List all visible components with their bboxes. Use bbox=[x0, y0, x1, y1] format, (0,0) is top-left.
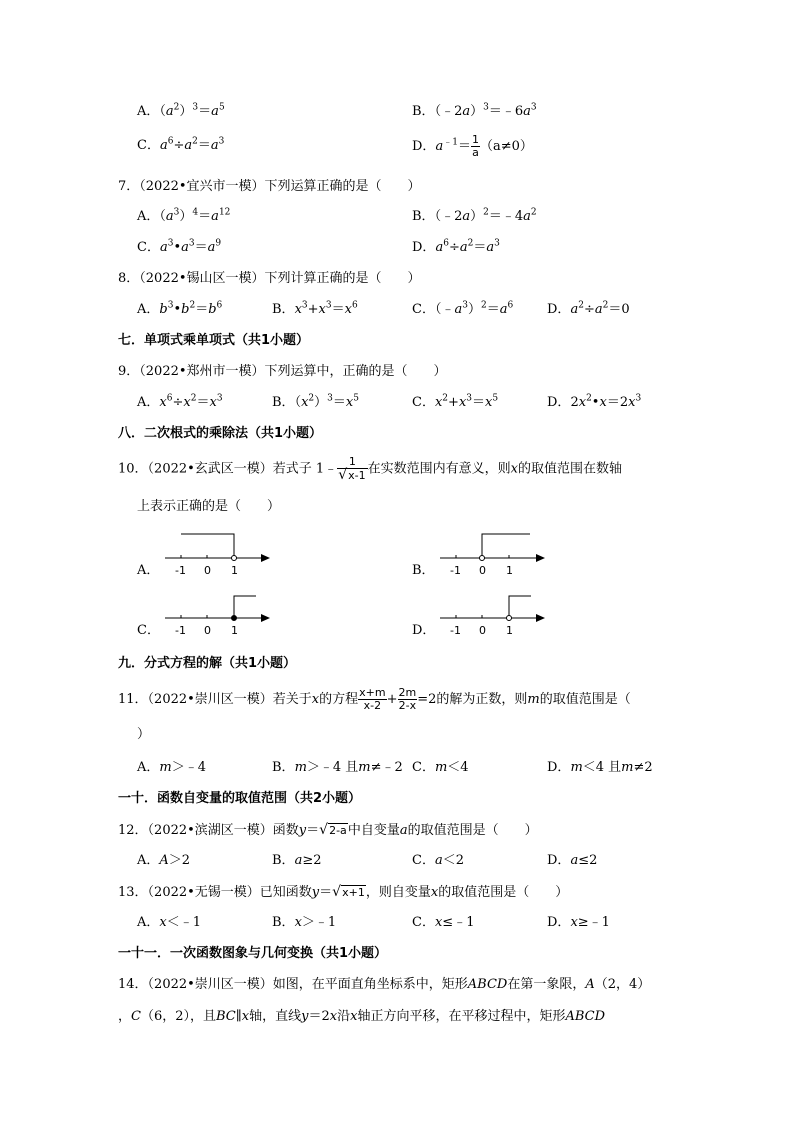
q12-option-c: C．a＜2 bbox=[412, 853, 464, 868]
q10-stem: 10．（2022•玄武区一模）若式子 1﹣ $\frac{1}{√x-1}$ 在实数范围内有意义，则x的取值范围在数轴 bbox=[118, 455, 622, 483]
q8-option-d: D．$a^2\div a^2=0$ bbox=[547, 300, 630, 317]
q8-stem: 8．（2022•锡山区一模）下列计算正确的是（ ） bbox=[118, 271, 421, 286]
svg-text:0: 0 bbox=[204, 624, 211, 637]
q13-option-a: A．x＜﹣1 bbox=[137, 915, 202, 930]
q10-number-line-d bbox=[435, 588, 555, 638]
q13-option-b: B．x＞﹣1 bbox=[272, 915, 337, 930]
q11-fraction-1: $\frac{x+m}{x-2}$ bbox=[359, 686, 386, 712]
q10-fraction: $\frac{1}{√x-1}$ bbox=[338, 455, 366, 483]
q12-option-b: B．a≥2 bbox=[272, 853, 322, 868]
q7-option-d: D．$a^6\div a^2=a^3$ bbox=[412, 238, 500, 255]
q6-option-d: D．$a^{﹣1}=$ $\frac{1}{a}$ （a≠0） bbox=[412, 133, 533, 159]
svg-text:0: 0 bbox=[204, 564, 211, 577]
svg-text:1: 1 bbox=[231, 624, 238, 637]
q13-stem: 13．（2022•无锡一模）已知函数y＝√x+1，则自变量x的取值范围是（ ） bbox=[118, 884, 569, 900]
q6-option-a: A．$(a^2)^3=a^5$ bbox=[137, 102, 225, 119]
section-heading-8: 八．二次根式的乘除法（共1小题） bbox=[118, 426, 323, 441]
q7-stem: 7．（2022•宜兴市一模）下列运算正确的是（ ） bbox=[118, 179, 421, 194]
svg-text:-1: -1 bbox=[175, 564, 186, 577]
q7-option-a: A．$(a^3)^4=a^{12}$ bbox=[137, 207, 231, 224]
section-heading-11: 一十一．一次函数图象与几何变换（共1小题） bbox=[118, 946, 388, 961]
section-heading-7: 七．单项式乘单项式（共1小题） bbox=[118, 333, 310, 348]
svg-text:-1: -1 bbox=[450, 624, 461, 637]
svg-text:1: 1 bbox=[231, 564, 238, 577]
q11-stem: 11．（2022•崇川区一模）若关于x的方程 $\frac{x+m}{x-2}$ + $\frac{2m}{2-x}$ =2的解为正数，则m的取值范围是（ bbox=[118, 686, 631, 712]
q6-option-b: B．$(﹣2a)^3=﹣6a^3$ bbox=[412, 102, 537, 119]
q11-option-a: A．m＞﹣4 bbox=[137, 760, 206, 775]
q6-option-c: C．$a^6\div a^2=a^3$ bbox=[137, 136, 225, 153]
q10-option-d-label: D． bbox=[412, 623, 436, 638]
section-heading-9: 九．分式方程的解（共1小题） bbox=[118, 656, 297, 671]
q11-option-b: B．m＞﹣4 且m≠﹣2 bbox=[272, 760, 403, 775]
q9-option-b: B．$(x^2)^3=x^5$ bbox=[272, 393, 359, 410]
svg-text:0: 0 bbox=[479, 564, 486, 577]
q11-fraction-2: $\frac{2m}{2-x}$ bbox=[398, 686, 417, 712]
q10-stem-line2: 上表示正确的是（ ） bbox=[137, 499, 281, 514]
svg-text:0: 0 bbox=[479, 624, 486, 637]
q10-number-line-a bbox=[160, 528, 280, 578]
q12-option-a: A．A＞2 bbox=[137, 853, 191, 868]
q13-option-d: D．x≥﹣1 bbox=[547, 915, 610, 930]
svg-text:-1: -1 bbox=[450, 564, 461, 577]
q9-option-c: C．$x^2+x^3=x^5$ bbox=[412, 393, 499, 410]
q10-option-a-label: A． bbox=[137, 563, 160, 578]
q10-option-b-label: B． bbox=[412, 563, 435, 578]
q9-option-a: A．$x^6\div x^2=x^3$ bbox=[137, 393, 223, 410]
q9-stem: 9．（2022•郑州市一模）下列运算中，正确的是（ ） bbox=[118, 364, 447, 379]
q12-radical: √2-a bbox=[319, 822, 347, 838]
q12-stem: 12．（2022•滨湖区一模）函数y＝√2-a中自变量a的取值范围是（ ） bbox=[118, 822, 538, 838]
q7-option-b: B．$(﹣2a)^2=﹣4a^2$ bbox=[412, 207, 537, 224]
q10-option-c-label: C． bbox=[137, 623, 160, 638]
q9-option-d: D．$2x^2•x=2x^3$ bbox=[547, 393, 642, 410]
q14-stem-line2: ，C（6，2），且BC∥x轴，直线y＝2x沿x轴正方向平移，在平移过程中，矩形ABCD bbox=[118, 1009, 606, 1024]
q8-option-a: A．$b^3•b^2=b^6$ bbox=[137, 300, 223, 317]
q11-option-d: D．m＜4 且m≠2 bbox=[547, 760, 653, 775]
q12-option-d: D．a≤2 bbox=[547, 853, 598, 868]
q11-stem-line2: ） bbox=[137, 727, 151, 742]
svg-text:-1: -1 bbox=[175, 624, 186, 637]
q10-number-line-c bbox=[160, 588, 280, 638]
q13-option-c: C．x≤﹣1 bbox=[412, 915, 475, 930]
svg-text:1: 1 bbox=[506, 564, 513, 577]
q14-stem-line1: 14．（2022•崇川区一模）如图，在平面直角坐标系中，矩形ABCD在第一象限，A（2，4） bbox=[118, 977, 651, 992]
q8-option-c: C．$(﹣a^3)^2=a^6$ bbox=[412, 300, 514, 317]
section-heading-10: 一十．函数自变量的取值范围（共2小题） bbox=[118, 791, 362, 806]
q6-fraction: $\frac{1}{a}$ bbox=[471, 133, 479, 159]
q8-option-b: B．$x^3+x^3=x^6$ bbox=[272, 300, 358, 317]
q10-number-line-b bbox=[435, 528, 555, 578]
q13-radical: √x+1 bbox=[332, 884, 365, 900]
q11-option-c: C．m＜4 bbox=[412, 760, 469, 775]
q7-option-c: C．$a^3•a^3=a^9$ bbox=[137, 238, 222, 255]
svg-text:1: 1 bbox=[506, 624, 513, 637]
